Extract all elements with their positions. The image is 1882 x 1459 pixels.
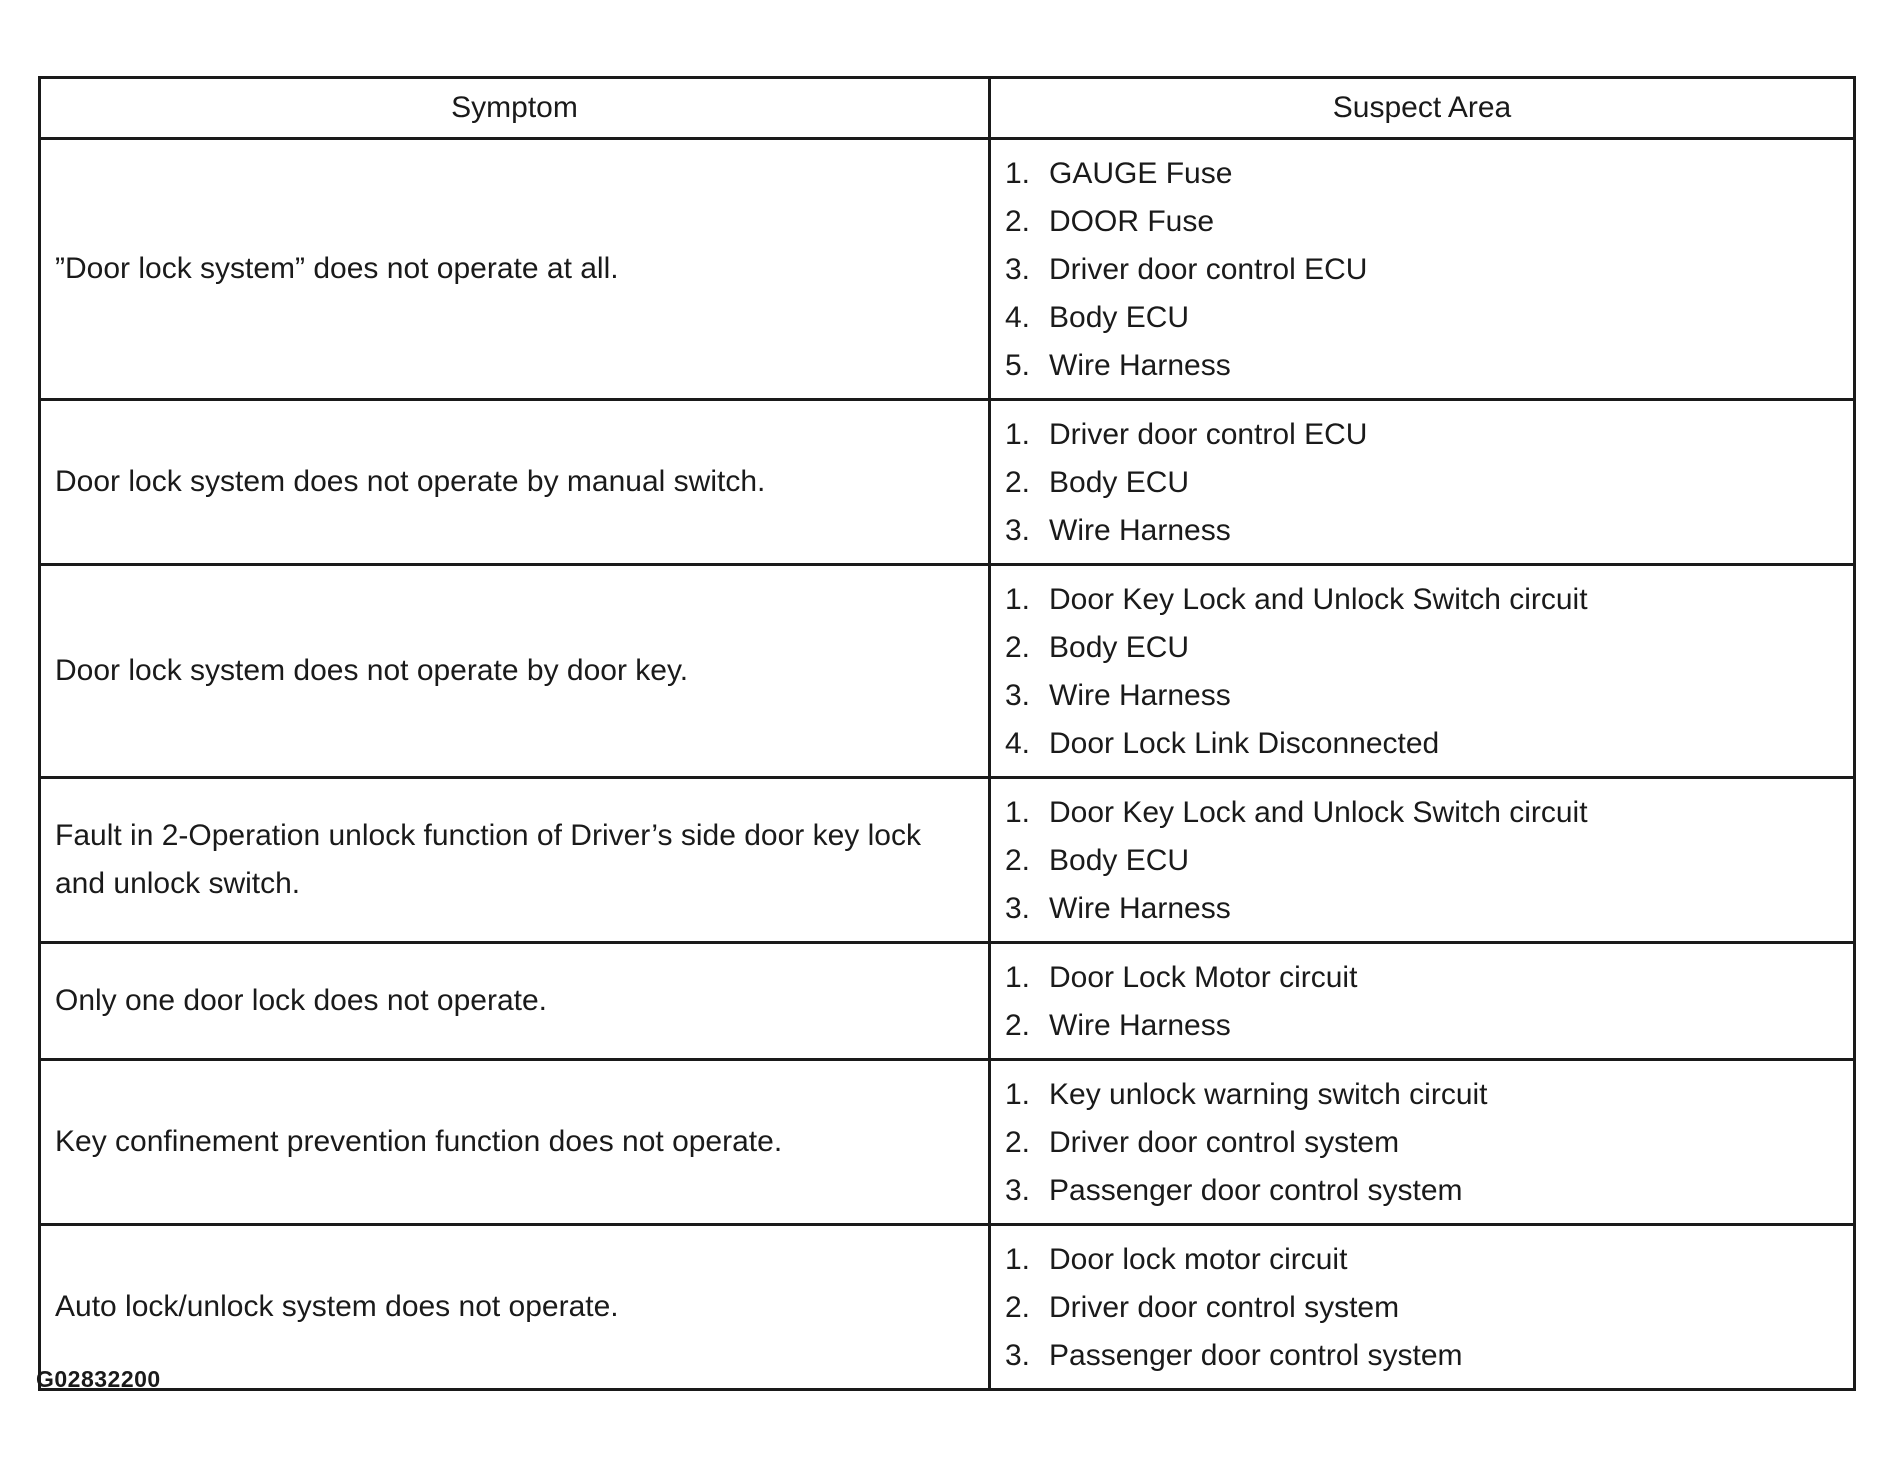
suspect-item [1005,246,1843,294]
suspect-item-number: 1. [1005,583,1031,616]
suspect-item-number: 1. [1005,157,1031,190]
suspect-area-cell [990,565,1855,778]
suspect-item-text: Body ECU [1049,466,1190,499]
suspect-item-text: Wire Harness [1049,349,1231,382]
suspect-item-number: 2. [1005,1009,1031,1042]
table-header-row [40,78,1855,139]
suspect-item-text: Door Lock Link Disconnected [1049,727,1440,760]
suspect-item-number: 3. [1005,892,1031,925]
column-header-suspect-area: Suspect Area [990,78,1855,139]
table-row [40,139,1855,400]
symptom-cell: Door lock system does not operate by door key. [40,565,990,778]
symptom-table [38,76,1856,1391]
suspect-item [1005,624,1843,672]
suspect-item [1005,411,1843,459]
suspect-item-text: Wire Harness [1049,679,1231,712]
suspect-item-text: Driver door control system [1049,1291,1400,1324]
suspect-item [1005,789,1843,837]
suspect-item-text: Wire Harness [1049,514,1231,547]
suspect-area-cell [990,778,1855,943]
symptom-cell: ”Door lock system” does not operate at all. [40,139,990,400]
symptom-cell: Door lock system does not operate by manual switch. [40,400,990,565]
figure-id: G02832200 [36,1366,161,1392]
suspect-item [1005,720,1843,768]
suspect-item-text: Door lock motor circuit [1049,1243,1348,1276]
suspect-item-number: 2. [1005,844,1031,877]
suspect-item-number: 3. [1005,514,1031,547]
suspect-item-text: Body ECU [1049,301,1190,334]
table-row [40,565,1855,778]
symptom-cell: Key confinement prevention function does not operate. [40,1060,990,1225]
symptom-cell: Only one door lock does not operate. [40,943,990,1060]
suspect-item-text: DOOR Fuse [1049,205,1215,238]
suspect-item [1005,459,1843,507]
suspect-item-number: 2. [1005,1126,1031,1159]
suspect-item-text: Driver door control system [1049,1126,1400,1159]
suspect-item-number: 2. [1005,466,1031,499]
suspect-list [1005,150,1843,390]
suspect-item [1005,954,1843,1002]
suspect-item-number: 2. [1005,1291,1031,1324]
suspect-item [1005,198,1843,246]
suspect-item-number: 2. [1005,205,1031,238]
suspect-area-cell [990,139,1855,400]
suspect-list [1005,789,1843,933]
suspect-area-cell [990,943,1855,1060]
suspect-item-number: 3. [1005,1339,1031,1372]
suspect-item-number: 1. [1005,796,1031,829]
suspect-list [1005,576,1843,768]
suspect-item [1005,294,1843,342]
suspect-item-text: Door Key Lock and Unlock Switch circuit [1049,583,1588,616]
suspect-item [1005,1119,1843,1167]
suspect-item-text: Driver door control ECU [1049,418,1368,451]
suspect-item-text: GAUGE Fuse [1049,157,1233,190]
suspect-item-text: Body ECU [1049,844,1190,877]
suspect-item-number: 1. [1005,418,1031,451]
suspect-item-number: 2. [1005,631,1031,664]
table-body [40,139,1855,1390]
suspect-item-number: 3. [1005,253,1031,286]
suspect-item-number: 3. [1005,1174,1031,1207]
table-row [40,1060,1855,1225]
suspect-item-text: Wire Harness [1049,1009,1231,1042]
diagnosis-table-container [38,76,1853,1391]
suspect-item-number: 1. [1005,1078,1031,1111]
suspect-area-cell [990,1060,1855,1225]
suspect-item [1005,507,1843,555]
table-row [40,778,1855,943]
suspect-item-text: Passenger door control system [1049,1174,1463,1207]
suspect-item [1005,1332,1843,1380]
suspect-item [1005,342,1843,390]
suspect-list [1005,1071,1843,1215]
suspect-item-text: Door Lock Motor circuit [1049,961,1358,994]
suspect-item-number: 1. [1005,961,1031,994]
suspect-item-number: 5. [1005,349,1031,382]
table-row [40,943,1855,1060]
suspect-item-text: Passenger door control system [1049,1339,1463,1372]
symptom-cell: Fault in 2-Operation unlock function of Driver’s side door key lock and unlock switch. [40,778,990,943]
symptom-cell: Auto lock/unlock system does not operate. [40,1225,990,1390]
suspect-item [1005,1002,1843,1050]
suspect-list [1005,954,1843,1050]
suspect-list [1005,411,1843,555]
suspect-item-text: Key unlock warning switch circuit [1049,1078,1488,1111]
suspect-area-cell [990,400,1855,565]
suspect-item [1005,1284,1843,1332]
suspect-item [1005,1071,1843,1119]
suspect-item-number: 4. [1005,727,1031,760]
suspect-item [1005,837,1843,885]
suspect-item-number: 1. [1005,1243,1031,1276]
suspect-item-text: Door Key Lock and Unlock Switch circuit [1049,796,1588,829]
table-row [40,1225,1855,1390]
suspect-item [1005,150,1843,198]
suspect-list [1005,1236,1843,1380]
column-header-symptom: Symptom [40,78,990,139]
table-row [40,400,1855,565]
suspect-item-number: 4. [1005,301,1031,334]
suspect-item-text: Body ECU [1049,631,1190,664]
suspect-item [1005,672,1843,720]
suspect-item-text: Wire Harness [1049,892,1231,925]
suspect-item-text: Driver door control ECU [1049,253,1368,286]
suspect-item [1005,885,1843,933]
suspect-item [1005,576,1843,624]
suspect-item-number: 3. [1005,679,1031,712]
suspect-item [1005,1236,1843,1284]
suspect-area-cell [990,1225,1855,1390]
suspect-item [1005,1167,1843,1215]
